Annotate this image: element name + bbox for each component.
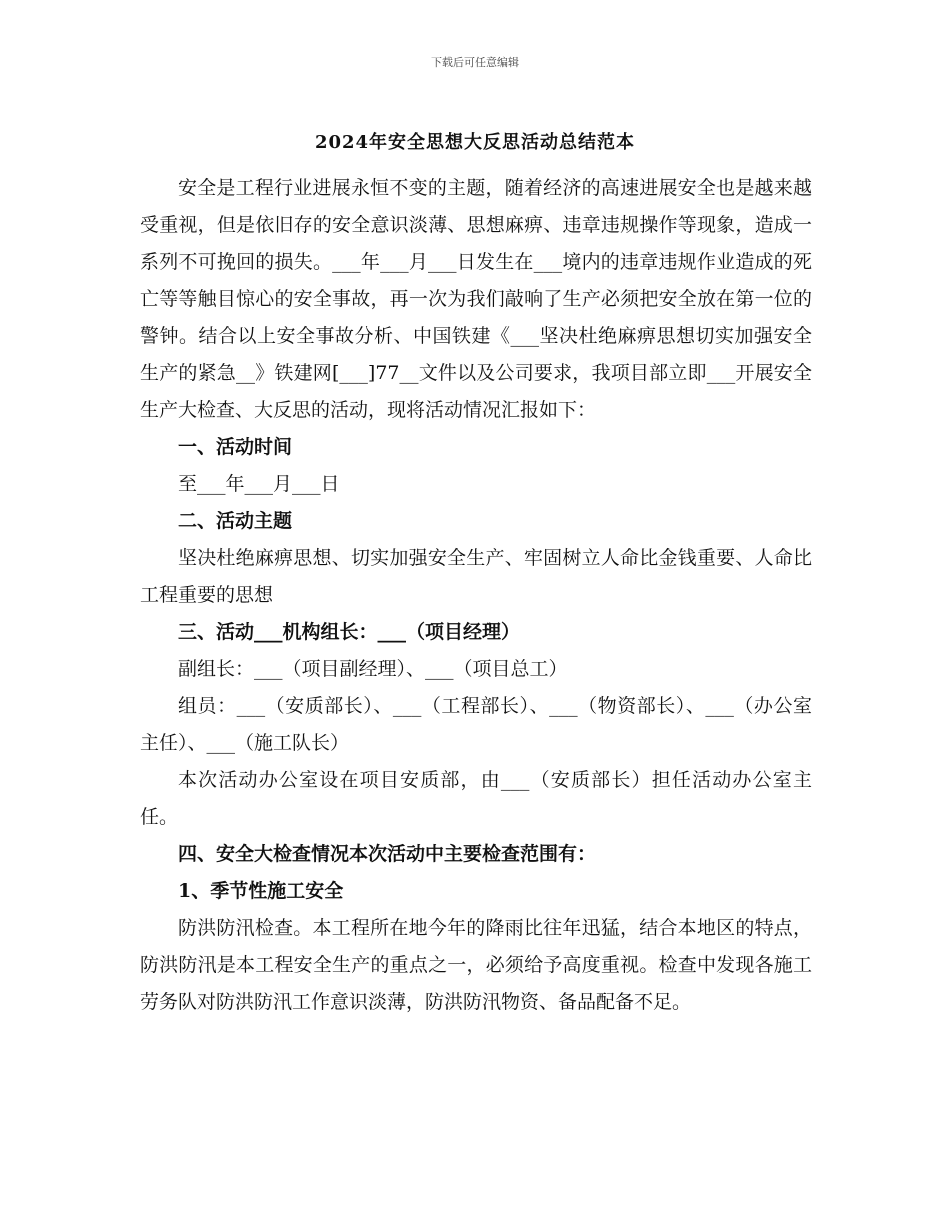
office-text: 本次活动办公室设在项目安质部，由___（安质部长）担任活动办公室主任。 [140,769,812,828]
document-body [140,170,812,1021]
subsection-heading-seasonal: 1、季节性施工安全 [178,880,344,902]
section-heading-activity-time: 一、活动时间 [178,436,293,458]
flood-inspection-text: 防洪防汛检查。本工程所在地今年的降雨比往年迅猛，结合本地区的特点，防洪防汛是本工程安全生产的重点之一，必须给予高度重视。检查中发现各施工劳务队对防洪防汛工作意识淡薄，防洪防汛物资、备品配备不足。 [140,917,812,1013]
section-heading-inspection: 四、安全大检查情况本次活动中主要检查范围有： [178,843,597,865]
section-heading-activity-theme: 二、活动主题 [178,510,293,532]
activity-theme-text: 坚决杜绝麻痹思想、切实加强安全生产、牢固树立人命比金钱重要、人命比工程重要的思想 [140,547,812,606]
intro-paragraph: 安全是工程行业进展永恒不变的主题，随着经济的高速进展安全也是越来越受重视，但是依旧存的安全意识淡薄、思想麻痹、违章违规操作等现象，造成一系列不可挽回的损失。___年___月___日发生在___境内的违章违规作业造成的死亡等等触目惊心的安全事故，再一次为我们敲响了生产必须把安全放在第一位的警钟。结合以上安全事故分析、中国铁建《___坚决杜绝麻痹思想切实加强安全生产的紧急__》铁建网[___]77__文件以及公司要求，我项目部立即___开展安全生产大检查、大反思的活动，现将活动情况汇报如下： [140,177,812,421]
document-title: 2024年安全思想大反思活动总结范本 [314,132,636,153]
members-text: 组员：___（安质部长）、___（工程部长）、___（物资部长）、___（办公室主任）、___（施工队长） [140,695,812,754]
page-header-note: 下载后可任意编辑 [431,56,519,69]
section-heading-organization: 三、活动___机构组长：___（项目经理） [178,621,521,643]
activity-time-text: 至___年___月___日 [178,473,340,495]
deputy-leaders-text: 副组长：___（项目副经理）、___（项目总工） [178,658,568,680]
